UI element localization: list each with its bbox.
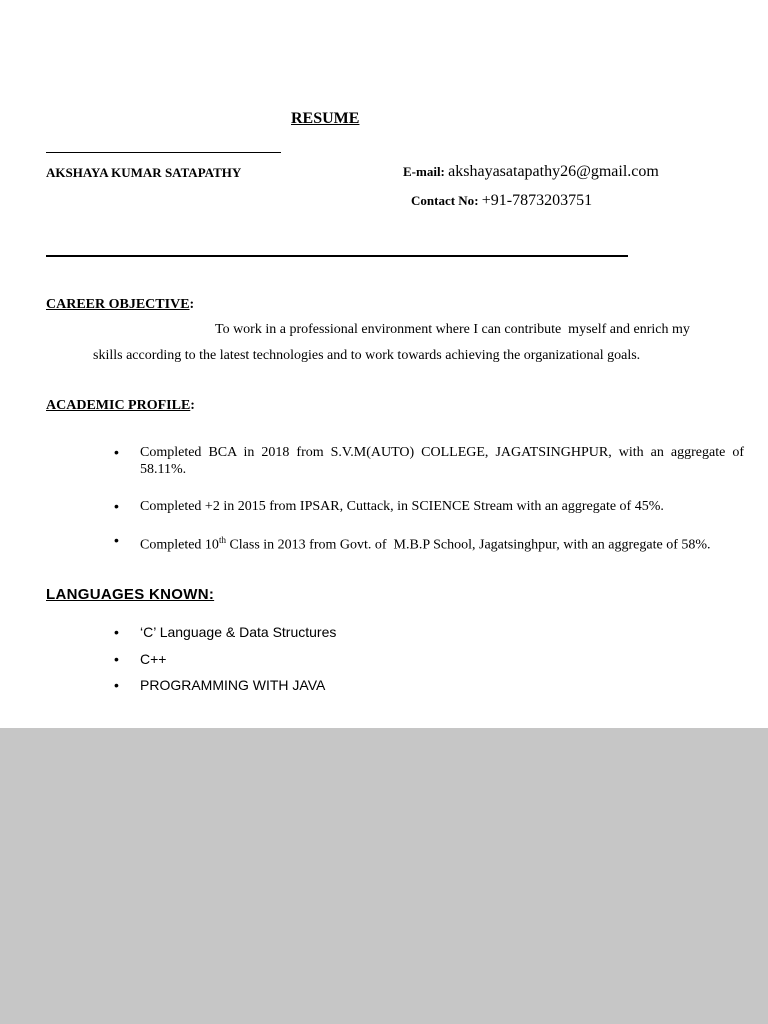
career-objective-heading: CAREER OBJECTIVE: [46,297,195,312]
career-objective-line-1: To work in a professional environment where I can contribute myself and enrich my [215,322,690,337]
languages-list [112,622,336,702]
contact-line [411,192,592,210]
viewer-background [0,728,768,1024]
contact-separator: : [474,193,479,208]
email-label: E-mail: [403,164,445,179]
language-item: • C++ [112,649,336,676]
contact-label: Contact No [411,193,475,208]
language-item: • PROGRAMMING WITH JAVA [112,675,336,702]
academic-item-tenth: • Completed 10th Class in 2013 from Govt. of M.B.P School, Jagatsinghpur, with an aggregate of 58%. [112,532,744,554]
email-value: akshayasatapathy26@gmail.com [448,163,659,180]
header-divider [46,255,628,257]
name-underline-divider [46,152,281,153]
languages-heading: LANGUAGES KNOWN: [46,586,215,603]
candidate-name: AKSHAYA KUMAR SATAPATHY [46,165,242,180]
academic-profile-heading: ACADEMIC PROFILE: [46,398,195,413]
contact-value: +91-7873203751 [481,192,593,209]
academic-item-bca: • Completed BCA in 2018 from S.V.M(AUTO) COLLEGE, JAGATSINGHPUR, with an aggregate of 58.11%. [112,444,744,478]
email-line [403,163,659,181]
career-objective-line-2: skills according to the latest technologies and to work towards achieving the organizational goals. [93,348,641,363]
resume-title: RESUME [291,110,360,127]
academic-item-plus2: • Completed +2 in 2015 from IPSAR, Cuttack, in SCIENCE Stream with an aggregate of 45%. [112,498,744,515]
language-item: • ‘C’ Language & Data Structures [112,622,336,649]
academic-list [112,444,744,554]
